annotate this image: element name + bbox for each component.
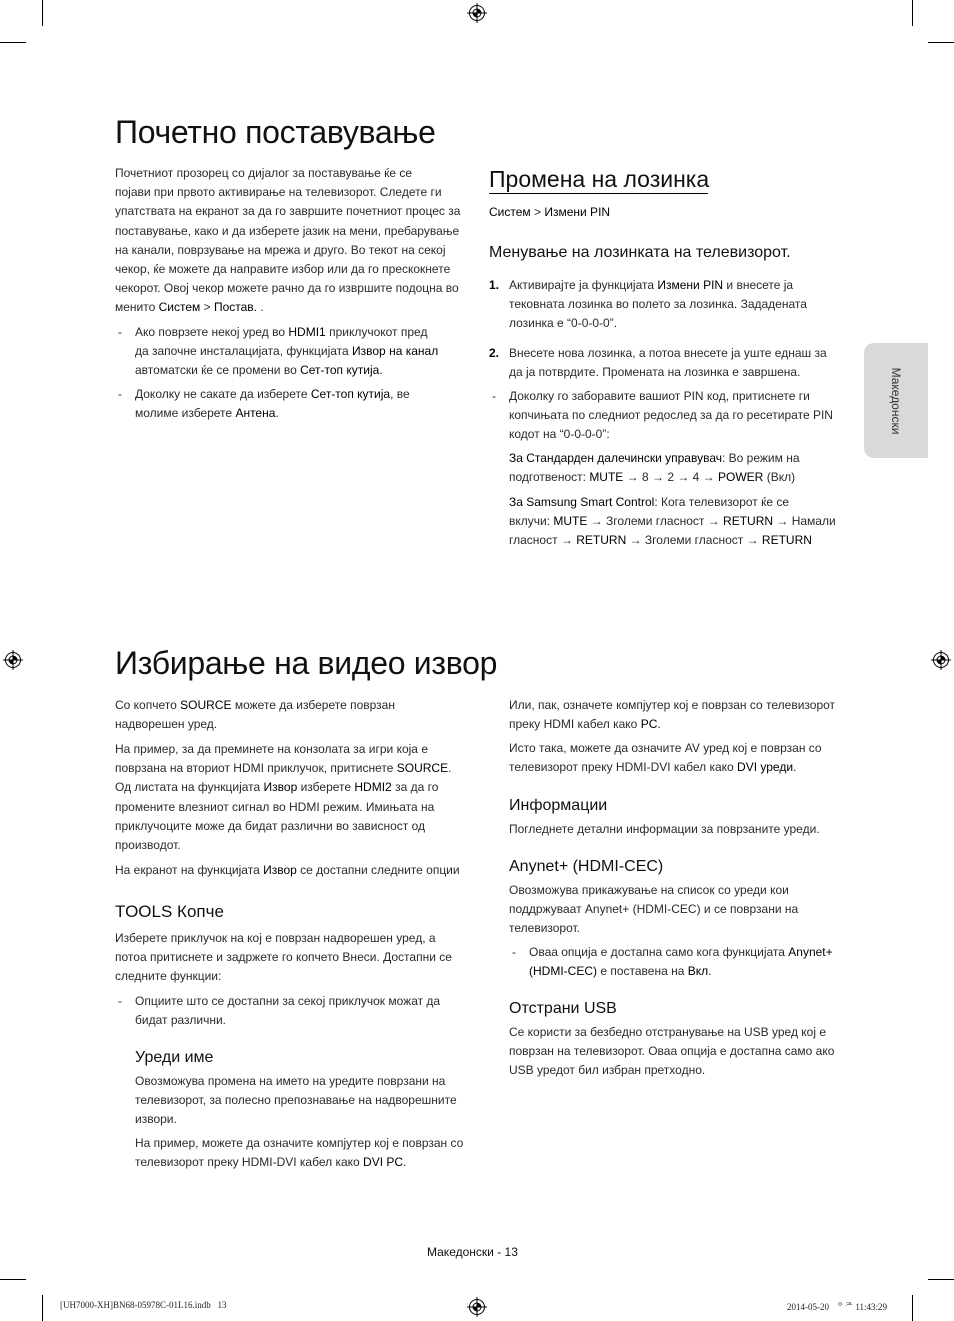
text-span: Сет-топ кутија <box>310 387 391 401</box>
text-line <box>115 861 475 880</box>
print-timestamp: 2014-05-20 ᄋᄌ 11:43:29 <box>787 1302 888 1312</box>
text-span: Активирајте ја функцијата <box>509 278 658 292</box>
text-span: За Стандарден далечински управувач <box>509 451 722 465</box>
text-line: Доколку го заборавите вашиот PIN код, притиснете ги <box>509 389 810 403</box>
text-span: , ве <box>390 387 410 401</box>
text-line: бидат различни. <box>135 1013 227 1028</box>
crop-mark <box>0 42 26 43</box>
crop-mark <box>0 1279 26 1280</box>
text-span: Извор <box>263 780 298 795</box>
text-span: Извор на канал <box>352 344 439 359</box>
text-line: Или, пак, означете компјутер кој е поврзан со телевизорот <box>509 698 836 712</box>
text-span: телевизорот преку HDMI-DVI кабел како <box>509 760 738 775</box>
page-number: Македонски - 13 <box>427 1245 518 1259</box>
language-side-tab <box>864 343 928 458</box>
text-span: гласност → <box>509 533 577 548</box>
text-span: За Samsung Smart Control <box>509 495 655 509</box>
text-span: RETURN <box>576 533 627 548</box>
text-span: . <box>403 1155 407 1170</box>
text-line: да ја потврдите. Промената на лозинка е завршена. <box>509 365 801 380</box>
menu-path-system: Систем <box>158 300 201 315</box>
text-span: можете да изберете поврзан <box>231 698 395 712</box>
text-line <box>509 715 854 734</box>
text-span: е поставена на <box>597 964 688 979</box>
text-line <box>115 759 475 778</box>
text-span: Измени PIN <box>657 278 724 292</box>
text-line: потоа притиснете и задржете го копчето Внеси. Достапни се <box>115 950 452 965</box>
text-line <box>135 342 475 361</box>
text-span: HDMI2 <box>354 780 392 795</box>
anynet-note <box>529 943 859 981</box>
text-line: појави при првото активирање на телевизорот. Следете ги <box>115 185 442 200</box>
text-span: (Вкл) <box>763 470 796 485</box>
text-line: Овозможува прикажување на список со уреди кои <box>509 883 789 897</box>
anynet-paragraph <box>509 881 854 939</box>
text-span: DVI уреди <box>737 760 794 775</box>
source-paragraph-2 <box>115 740 475 855</box>
section-title-initial-setup: Почетно поставување <box>115 114 436 150</box>
subsection-title-remove-usb: Отстрани USB <box>509 1000 617 1017</box>
text-span: Оваа опција е достапна само кога функцијата <box>529 945 789 959</box>
note-dash: - <box>492 389 496 403</box>
text-line <box>509 276 854 295</box>
text-span: DVI PC <box>363 1155 404 1170</box>
tools-paragraph <box>115 929 475 987</box>
information-paragraph <box>509 820 854 839</box>
text-line <box>115 778 475 797</box>
text-line <box>115 298 475 317</box>
step-1 <box>509 276 854 334</box>
text-line: Внесете нова лозинка, а потоа внесете ја уште еднаш за <box>509 346 827 360</box>
text-span: → 8 → 2 → 4 → <box>623 470 719 485</box>
menu-path <box>489 203 610 222</box>
text-span: Со копчето <box>115 698 181 712</box>
text-span: Измени PIN <box>544 205 611 219</box>
edit-name-paragraph <box>135 1072 475 1130</box>
crop-mark <box>928 42 954 43</box>
text-line: чекор, ќе можете да направите избор или да го прескокнете <box>115 262 451 277</box>
text-line: лозинка е “0-0-0-0”. <box>509 316 618 331</box>
text-line: На пример, за да преминете на конзолата за игри која е <box>115 742 428 756</box>
text-line <box>509 468 854 487</box>
step-number: 2. <box>489 346 500 360</box>
text-span: SOURCE <box>396 761 449 776</box>
intro-paragraph <box>115 164 475 318</box>
text-span: поврзана на вториот HDMI приклучок, притиснете <box>115 761 397 776</box>
note-dash: - <box>118 387 122 401</box>
text-span: . <box>793 760 797 775</box>
text-line: чекорот. Овој чекор можете рачно да го извршите подоцна во <box>115 281 459 296</box>
text-span: вклучи: <box>509 514 554 529</box>
text-line <box>135 323 475 342</box>
text-span: менито <box>115 300 159 315</box>
text-span: се достапни следните опции <box>296 863 460 877</box>
text-span: Од листата на функцијата <box>115 780 264 795</box>
text-line: Почетниот прозорец со дијалог за поставување ќе се <box>115 166 413 180</box>
text-line <box>529 962 859 981</box>
text-span: Ако поврзете некој уред во <box>135 325 289 339</box>
subsection-title-edit-name: Уреди име <box>135 1049 214 1066</box>
text-span: Систем <box>489 205 531 219</box>
subsection-title-tools-button: TOOLS Копче <box>115 902 224 921</box>
registration-mark-icon <box>467 3 487 23</box>
title-underline <box>489 193 708 194</box>
text-line: Опциите што се достапни за секој приклучок можат да <box>135 994 441 1008</box>
text-line: Овозможува промена на името на уредите поврзани на <box>135 1074 446 1088</box>
text-line <box>529 943 859 962</box>
source-paragraph-1 <box>115 696 475 734</box>
registration-mark-icon <box>931 650 951 670</box>
crop-mark <box>42 1295 43 1321</box>
registration-mark-icon <box>3 650 23 670</box>
remove-usb-paragraph <box>509 1023 854 1081</box>
text-span: Сет-топ кутија <box>300 363 380 378</box>
text-line: приклучоците може да бидат различни во зависност од <box>115 818 426 833</box>
text-line <box>509 493 854 512</box>
text-span: преку HDMI кабел како <box>509 717 641 732</box>
text-span: автоматски ќе се промени во <box>135 363 301 378</box>
text-span: Anynet+ <box>788 945 833 959</box>
note-dash: - <box>512 945 516 959</box>
smart-control-instructions <box>509 493 854 551</box>
text-span: . <box>257 300 264 315</box>
text-span: подготвеност: <box>509 470 590 485</box>
text-span: и внесете ја <box>723 278 794 292</box>
text-line: надворешен уред. <box>115 717 218 732</box>
text-line: производот. <box>115 838 181 853</box>
text-span: SOURCE <box>180 698 232 712</box>
text-span: молиме изберете <box>135 406 236 421</box>
text-span: HDMI1 <box>288 325 326 339</box>
text-line: Погледнете детални информации за поврзаните уреди. <box>509 822 820 836</box>
crop-mark <box>928 1279 954 1280</box>
text-span: RETURN <box>761 533 812 548</box>
text-line <box>135 361 475 380</box>
crop-mark <box>42 0 43 26</box>
text-span: → Зголеми гласност → <box>587 514 724 529</box>
text-span: RETURN <box>723 514 774 529</box>
text-line: следните функции: <box>115 969 222 984</box>
text-line: промените влезниот сигнал во HDMI режим. Имињата на <box>115 799 435 814</box>
text-span: POWER <box>718 470 764 485</box>
edit-name-example <box>135 1134 475 1172</box>
subsection-title-change-tv-password: Менување на лозинката на телевизорот. <box>489 244 791 261</box>
crop-mark <box>912 1295 913 1321</box>
text-line: поставување, како и да изберете јазик на мени, пребарување <box>115 223 460 238</box>
text-span: → Намали <box>773 514 836 529</box>
edit-name-example-pc <box>509 696 854 734</box>
text-line <box>115 696 475 715</box>
crop-mark <box>912 0 913 26</box>
text-line <box>135 1153 475 1172</box>
registration-mark-icon <box>467 1297 487 1317</box>
text-span: . <box>657 717 661 732</box>
text-span: Антена <box>235 406 276 421</box>
text-line <box>135 404 475 423</box>
text-span: Извор <box>263 863 297 877</box>
text-line <box>135 385 475 404</box>
section-title-select-video-source: Избирање на видео извор <box>115 645 498 681</box>
standard-remote-instructions <box>509 449 854 487</box>
text-line: на канали, поврзување на мрежа и друго. Во текот на секој <box>115 242 446 257</box>
text-line <box>509 758 854 777</box>
text-line: Исто така, можете да означите AV уред кој е поврзан со <box>509 741 822 755</box>
text-line: телевизорот, за полесно препознавање на надворешните <box>135 1093 457 1108</box>
text-line <box>509 531 854 550</box>
text-span: > <box>530 205 545 219</box>
text-line: кодот на “0-0-0-0”: <box>509 427 610 442</box>
note-dash: - <box>118 325 122 339</box>
note-settop <box>135 385 475 423</box>
text-line: USB уредот бил избран претходно. <box>509 1063 706 1078</box>
text-span: Вкл <box>687 964 709 979</box>
edit-name-example-av <box>509 739 854 777</box>
text-line: поврзан на телевизорот. Оваа опција е достапна само ако <box>509 1044 835 1059</box>
text-line: копчињата по следниот редослед за да го ресетирате PIN <box>509 408 833 423</box>
text-span: . <box>379 363 383 378</box>
note-dash: - <box>118 994 122 1008</box>
text-line: телевизорот. <box>509 921 581 936</box>
note-forgot-pin <box>509 387 854 445</box>
text-line: тековната лозинка во полето за лозинка. Зададената <box>509 297 807 312</box>
text-line: Се користи за безбедно отстранување на USB уред кој е <box>509 1025 827 1039</box>
tools-note <box>135 992 475 1030</box>
text-span: : Кога телевизорот ќе се <box>654 495 790 509</box>
text-span: . <box>708 964 712 979</box>
text-line: упатствата на екранот за да го завршите почетниот процес за <box>115 204 461 219</box>
text-line: извори. <box>135 1112 177 1127</box>
text-span: > <box>200 300 214 315</box>
text-span: (HDMI-CEC) <box>529 964 597 979</box>
text-span: . <box>275 406 279 421</box>
text-line <box>509 449 854 468</box>
text-span: PC <box>640 717 658 732</box>
menu-path-setup: Постав. <box>213 300 258 315</box>
text-span: → Зголеми гласност → <box>626 533 762 548</box>
text-line: На пример, можете да означите компјутер кој е поврзан со <box>135 1136 464 1150</box>
text-span: MUTE <box>589 470 624 485</box>
step-number: 1. <box>489 278 500 292</box>
text-span: телевизорот преку HDMI-DVI кабел како <box>135 1155 364 1170</box>
text-span: : Во режим на <box>721 451 800 465</box>
source-paragraph-3 <box>115 861 475 880</box>
section-title-change-password: Промена на лозинка <box>489 166 710 192</box>
text-span: изберете <box>297 780 355 795</box>
step-2 <box>509 344 854 382</box>
text-span: да започне инсталацијата, функцијата <box>135 344 353 359</box>
note-hdmi1 <box>135 323 475 381</box>
text-span: Доколку не сакате да изберете <box>135 387 311 401</box>
text-span: На екранот на функцијата <box>115 863 264 877</box>
text-line: Изберете приклучок на кој е поврзан надворешен уред, а <box>115 931 436 945</box>
text-span: . <box>448 761 452 776</box>
text-span: приклучокот пред <box>325 325 428 339</box>
text-span: за да го <box>391 780 439 795</box>
subsection-title-anynet: Anynet+ (HDMI-CEC) <box>509 858 664 875</box>
subsection-title-information: Информации <box>509 797 608 814</box>
text-line <box>509 512 854 531</box>
side-tab-label: Македонски <box>889 367 903 434</box>
print-file-name: [UH7000-XH]BN68-05978C-01L16.indb 13 <box>60 1300 227 1310</box>
text-line: поддржуваат Anynet+ (HDMI-CEC) и се поврзани на <box>509 902 799 917</box>
text-span: MUTE <box>553 514 588 529</box>
